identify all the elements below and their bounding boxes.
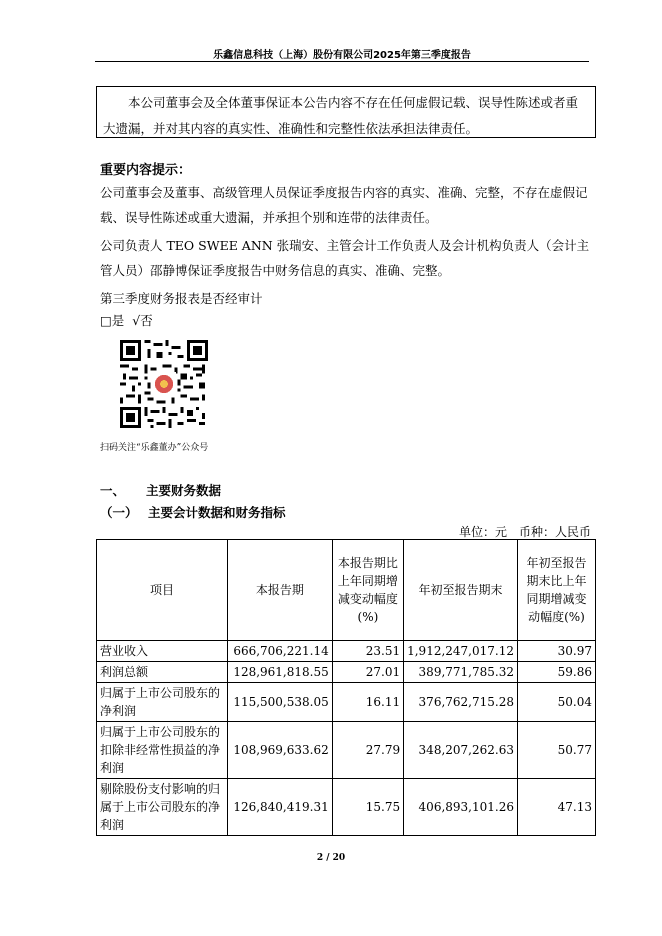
ytd-change: 47.13 bbox=[517, 779, 595, 836]
table-row bbox=[97, 722, 596, 779]
current-period-value: 126,840,419.31 bbox=[227, 779, 332, 836]
report-header: 乐鑫信息科技（上海）股份有限公司2025年第三季度报告 bbox=[213, 50, 471, 61]
ytd-value: 389,771,785.32 bbox=[404, 662, 518, 683]
audit-answer bbox=[100, 308, 594, 333]
current-period-value: 128,961,818.55 bbox=[227, 662, 332, 683]
unit-label: 单位：元 bbox=[458, 525, 507, 539]
ytd-value: 376,762,715.28 bbox=[404, 683, 518, 722]
column-header: 项目 bbox=[97, 540, 228, 641]
current-period-value: 115,500,538.05 bbox=[227, 683, 332, 722]
unit-currency-note bbox=[459, 523, 591, 540]
current-period-change: 27.01 bbox=[332, 662, 403, 683]
important-para-2: 公司负责人 TEO SWEE ANN 张瑞安、主管会计工作负责人及会计机构负责人（会计主管人员）邵静博保证季度报告中财务信息的真实、准确、完整。 bbox=[100, 238, 590, 278]
key-financial-data-table bbox=[96, 539, 596, 836]
row-item: 归属于上市公司股东的净利润 bbox=[97, 683, 228, 722]
row-item: 剔除股份支付影响的归属于上市公司股东的净利润 bbox=[97, 779, 228, 836]
column-header: 年初至报告期末 bbox=[404, 540, 518, 641]
ytd-change: 30.97 bbox=[517, 641, 595, 662]
subsection-number: （一） bbox=[100, 505, 138, 520]
section-title: 主要财务数据 bbox=[146, 483, 222, 498]
ytd-value: 1,912,247,017.12 bbox=[404, 641, 518, 662]
table-row bbox=[97, 683, 596, 722]
current-period-change: 16.11 bbox=[332, 683, 403, 722]
ytd-value: 348,207,262.63 bbox=[404, 722, 518, 779]
page-number: 2 / 20 bbox=[316, 853, 346, 863]
audit-no-option: √否 bbox=[132, 313, 153, 328]
audit-yes-option: □是 bbox=[100, 313, 125, 328]
wechat-qr-code bbox=[120, 340, 208, 428]
current-period-value: 108,969,633.62 bbox=[227, 722, 332, 779]
table-header-row bbox=[97, 540, 596, 641]
current-period-change: 27.79 bbox=[332, 722, 403, 779]
table-row bbox=[97, 641, 596, 662]
column-header: 年初至报告期末比上年同期增减变动幅度(%) bbox=[517, 540, 595, 641]
current-period-change: 15.75 bbox=[332, 779, 403, 836]
section-heading-1 bbox=[100, 481, 221, 499]
row-item: 利润总额 bbox=[97, 662, 228, 683]
section-number: 一、 bbox=[100, 483, 126, 498]
table-row bbox=[97, 779, 596, 836]
header-divider bbox=[95, 61, 589, 62]
table-row bbox=[97, 662, 596, 683]
subsection-title: 主要会计数据和财务指标 bbox=[148, 505, 286, 520]
qr-caption: 扫码关注“乐鑫董办”公众号 bbox=[100, 443, 209, 453]
row-item: 归属于上市公司股东的扣除非经常性损益的净利润 bbox=[97, 722, 228, 779]
board-guarantee-notice: 本公司董事会及全体董事保证本公告内容不存在任何虚假记载、误导性陈述或者重大遗漏，并对其内容的真实性、准确性和完整性依法承担法律责任。 bbox=[96, 86, 596, 138]
row-item: 营业收入 bbox=[97, 641, 228, 662]
audit-question: 第三季度财务报表是否经审计 bbox=[100, 291, 263, 306]
column-header: 本报告期比上年同期增减变动幅度(%) bbox=[332, 540, 403, 641]
currency-label: 币种：人民币 bbox=[518, 525, 591, 539]
ytd-change: 50.04 bbox=[517, 683, 595, 722]
important-para-1: 公司董事会及董事、高级管理人员保证季度报告内容的真实、准确、完整，不存在虚假记载、误导性陈述或重大遗漏，并承担个别和连带的法律责任。 bbox=[100, 185, 588, 225]
current-period-change: 23.51 bbox=[332, 641, 403, 662]
ytd-change: 50.77 bbox=[517, 722, 595, 779]
important-notice-title: 重要内容提示： bbox=[100, 163, 192, 178]
column-header: 本报告期 bbox=[227, 540, 332, 641]
section-heading-1-1 bbox=[100, 503, 286, 521]
ytd-value: 406,893,101.26 bbox=[404, 779, 518, 836]
ytd-change: 59.86 bbox=[517, 662, 595, 683]
current-period-value: 666,706,221.14 bbox=[227, 641, 332, 662]
